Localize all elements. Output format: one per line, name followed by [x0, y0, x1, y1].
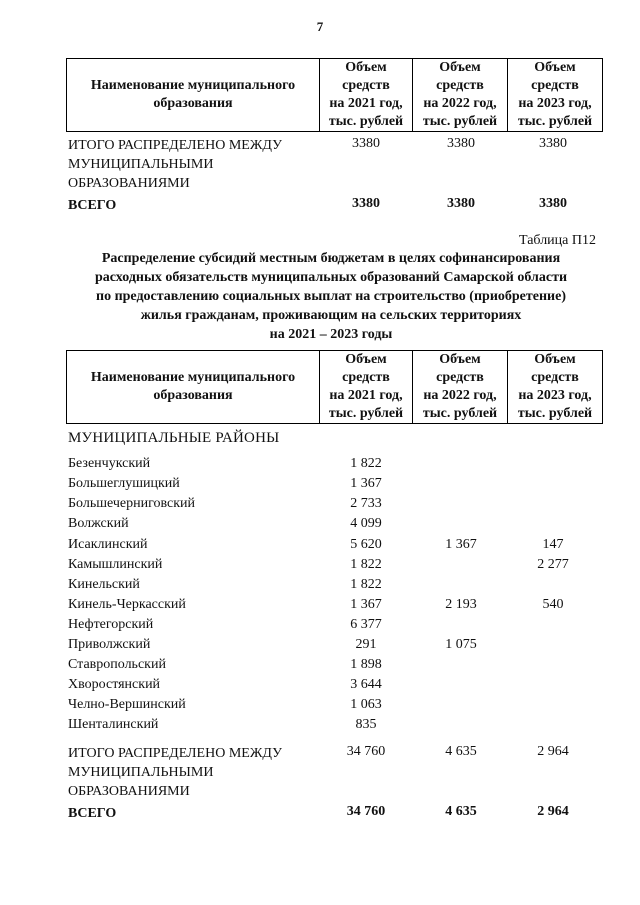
label-line: ОБРАЗОВАНИЯМИ [68, 176, 190, 191]
row-value-2021: 3 644 [350, 677, 382, 692]
header-line: Объем [345, 352, 387, 367]
header-2021-cell [320, 351, 413, 424]
header-line: на 2022 год, [423, 96, 497, 111]
row-value-2021: 5 620 [350, 537, 382, 552]
header-2023-cell [508, 351, 603, 424]
row-value-2021: 1 822 [350, 557, 382, 572]
table-row [0, 677, 640, 697]
table-row [0, 637, 640, 657]
title-line: жилья гражданам, проживающим на сельских территориях [140, 308, 522, 323]
main-total-distributed-2022: 4 635 [445, 744, 477, 759]
header-line: Объем [534, 60, 576, 75]
header-line: тыс. рублей [422, 406, 498, 421]
row-name: Нефтегорский [68, 617, 154, 632]
header-line: на 2021 год, [329, 388, 403, 403]
title-line: на 2021 – 2023 годы [269, 327, 393, 342]
row-value-2023: 147 [542, 537, 564, 552]
table-row [0, 476, 640, 496]
row-value-2021: 2 733 [350, 496, 382, 511]
header-name-line: Наименование муниципального [90, 370, 296, 385]
header-line: средств [531, 370, 579, 385]
row-value-2021: 4 099 [350, 516, 382, 531]
table-number: Таблица П12 [519, 233, 596, 248]
header-line: тыс. рублей [422, 114, 498, 129]
header-2022-cell [413, 59, 508, 132]
row-name: Волжский [68, 516, 129, 531]
header-line: на 2022 год, [423, 388, 497, 403]
row-name: Исаклинский [68, 537, 148, 552]
row-name: Челно-Вершинский [68, 697, 186, 712]
main-total-distributed-2021: 34 760 [346, 744, 386, 759]
header-line: средств [342, 370, 390, 385]
header-name-cell [67, 59, 320, 132]
header-line: средств [436, 370, 484, 385]
row-value-2021: 1 367 [350, 476, 382, 491]
row-name: Кинельский [68, 577, 140, 592]
header-line: Объем [439, 60, 481, 75]
header-line: Объем [439, 352, 481, 367]
row-value-2022: 2 193 [445, 597, 477, 612]
row-value-2022: 1 075 [445, 637, 477, 652]
title-line: расходных обязательств муниципальных образований Самарской области [94, 270, 568, 285]
table-row [0, 657, 640, 677]
main-table-header [66, 350, 603, 424]
header-line: тыс. рублей [328, 114, 404, 129]
top-total-distributed-label [68, 136, 282, 193]
top-total-distributed-2023: 3380 [539, 136, 567, 151]
row-value-2022: 1 367 [445, 537, 477, 552]
header-line: на 2023 год, [518, 96, 592, 111]
row-name: Большечерниговский [68, 496, 196, 511]
table-row [0, 617, 640, 637]
label-line: МУНИЦИПАЛЬНЫМИ [68, 157, 214, 172]
row-name: Кинель-Черкасский [68, 597, 186, 612]
top-total-distributed-2021: 3380 [352, 136, 380, 151]
row-name: Хворостянский [68, 677, 161, 692]
header-line: на 2021 год, [329, 96, 403, 111]
header-line: средств [436, 78, 484, 93]
label-line: ОБРАЗОВАНИЯМИ [68, 784, 190, 799]
header-line: средств [342, 78, 390, 93]
header-line: Объем [345, 60, 387, 75]
row-name: Ставропольский [68, 657, 166, 672]
header-2023-cell [508, 59, 603, 132]
header-name-line: образования [153, 388, 233, 403]
table-row [0, 537, 640, 557]
label-line: МУНИЦИПАЛЬНЫМИ [68, 765, 214, 780]
table-row [0, 597, 640, 617]
main-total-distributed-label [68, 744, 282, 801]
header-name-cell [67, 351, 320, 424]
row-value-2021: 1 898 [350, 657, 382, 672]
header-line: тыс. рублей [517, 114, 593, 129]
table-row [0, 577, 640, 597]
row-value-2021: 291 [355, 637, 377, 652]
header-line: тыс. рублей [328, 406, 404, 421]
row-value-2021: 835 [355, 717, 377, 732]
row-name: Большеглушицкий [68, 476, 180, 491]
row-value-2021: 1 367 [350, 597, 382, 612]
row-value-2023: 2 277 [537, 557, 569, 572]
header-line: на 2023 год, [518, 388, 592, 403]
table-row [0, 717, 640, 737]
row-name: Шенталинский [68, 717, 159, 732]
label-line: ИТОГО РАСПРЕДЕЛЕНО МЕЖДУ [68, 138, 282, 153]
section-title: МУНИЦИПАЛЬНЫЕ РАЙОНЫ [68, 430, 280, 446]
top-grand-total-2022: 3380 [447, 196, 475, 211]
table-row [0, 496, 640, 516]
row-name: Камышлинский [68, 557, 163, 572]
table-row [0, 557, 640, 577]
header-line: средств [531, 78, 579, 93]
row-value-2021: 1 063 [350, 697, 382, 712]
table-title [64, 249, 598, 344]
top-grand-total-2023: 3380 [539, 196, 567, 211]
top-total-distributed-2022: 3380 [447, 136, 475, 151]
table-row [0, 516, 640, 536]
table-row [0, 456, 640, 476]
label-line: ИТОГО РАСПРЕДЕЛЕНО МЕЖДУ [68, 746, 282, 761]
main-grand-total-2021: 34 760 [346, 804, 386, 819]
main-total-distributed-2023: 2 964 [537, 744, 569, 759]
title-line: по предоставлению социальных выплат на строительство (приобретение) [96, 289, 566, 304]
top-grand-total-2021: 3380 [352, 196, 380, 211]
top-grand-total-label: ВСЕГО [68, 198, 117, 213]
main-grand-total-label: ВСЕГО [68, 806, 117, 821]
row-value-2023: 540 [542, 597, 564, 612]
row-value-2021: 6 377 [350, 617, 382, 632]
header-2021-cell [320, 59, 413, 132]
row-name: Безенчукский [68, 456, 151, 471]
page-number: 7 [316, 19, 324, 34]
header-line: Объем [534, 352, 576, 367]
top-table-header [66, 58, 603, 132]
row-value-2021: 1 822 [350, 456, 382, 471]
row-value-2021: 1 822 [350, 577, 382, 592]
main-grand-total-2023: 2 964 [537, 804, 569, 819]
table-row [0, 697, 640, 717]
row-name: Приволжский [68, 637, 151, 652]
main-grand-total-2022: 4 635 [445, 804, 477, 819]
header-2022-cell [413, 351, 508, 424]
header-name-line: образования [153, 96, 233, 111]
header-name-line: Наименование муниципального [90, 78, 296, 93]
header-line: тыс. рублей [517, 406, 593, 421]
title-line: Распределение субсидий местным бюджетам в целях софинансирования [101, 251, 561, 266]
